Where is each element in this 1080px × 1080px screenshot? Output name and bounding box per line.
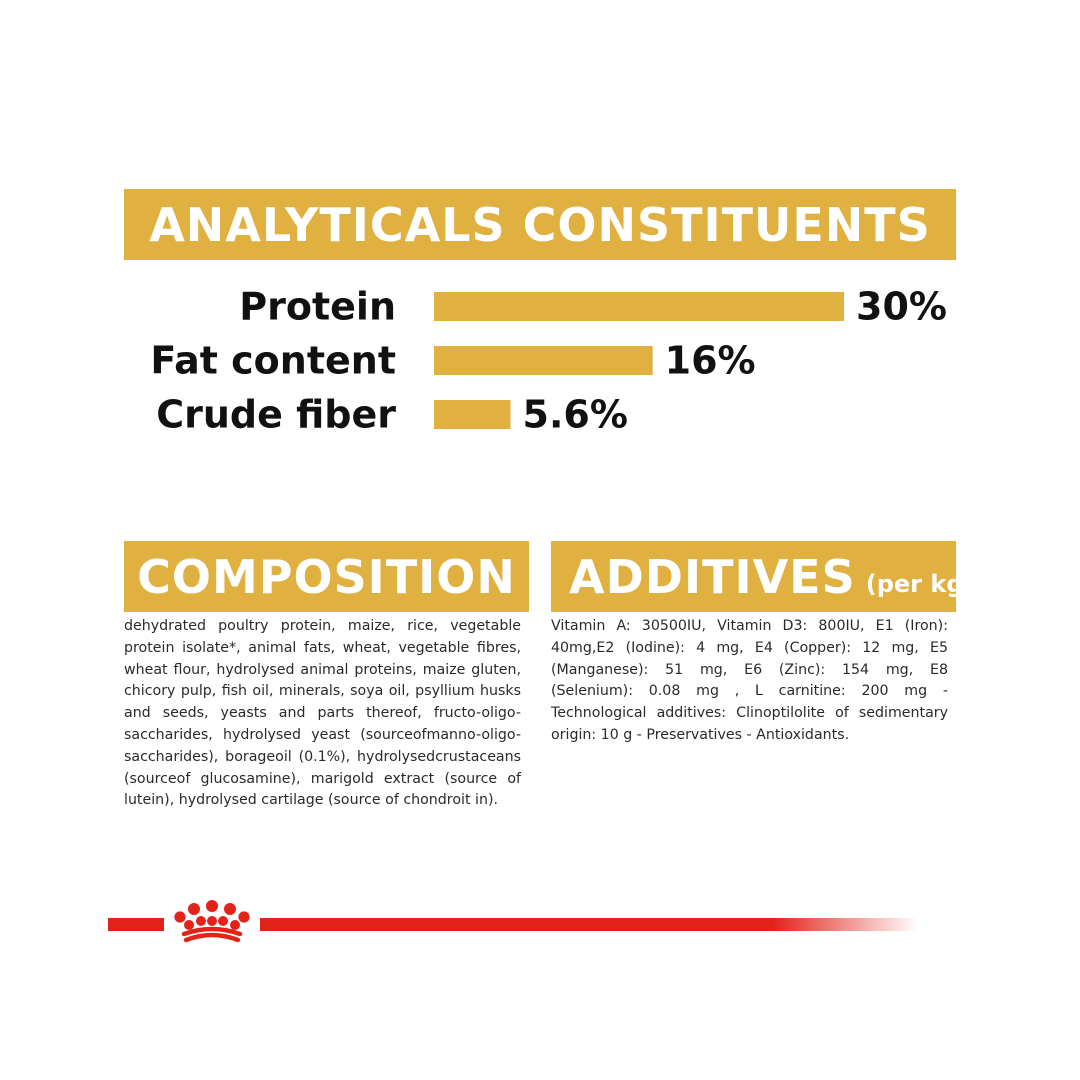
value-label: 16% bbox=[664, 338, 756, 383]
bar bbox=[434, 292, 844, 321]
constituents-chart bbox=[124, 280, 964, 450]
category-label: Protein bbox=[239, 284, 396, 329]
crown-icon bbox=[164, 896, 260, 952]
composition-title: COMPOSITION bbox=[124, 541, 529, 612]
additives-unit-label: (per kg) bbox=[865, 569, 975, 598]
additives-text: Vitamin A: 30500IU, Vitamin D3: 800IU, E1 (Iron): 40mg,E2 (Iodine): 4 mg, E4 (Copper): 12 mg, E5 (Manganese): 51 mg, E6 (Zinc): 154 mg, E8 (Selenium): 0.08 mg , L carnitine: 200 mg - Technological additives: Clinoptilolite of sedimentary origin: 10 g - Preservatives - Antioxidants. bbox=[551, 618, 948, 743]
additives-title-label: ADDITIVES bbox=[569, 549, 856, 604]
category-label: Fat content bbox=[150, 338, 396, 383]
value-label: 5.6% bbox=[522, 392, 628, 437]
value-label: 30% bbox=[856, 284, 947, 329]
category-label: Crude fiber bbox=[156, 392, 396, 437]
bar bbox=[434, 400, 511, 429]
bar bbox=[434, 346, 653, 375]
additives-title bbox=[551, 541, 975, 612]
composition-text: dehydrated poultry protein, maize, rice, vegetable protein isolate*, animal fats, wheat, vegetable fibres, wheat flour, hydrolysed animal proteins, maize gluten, chicory pulp, fish oil, minerals, soya oil, psyllium husks and seeds, yeasts and parts thereof, fructo-oligo-saccharides, hydrolysed yeast (sourceofmanno-oligo-saccharides), borageoil (0.1%), hydrolysedcrustaceans (sourceof glucosamine), marigold extract (source of lutein), hydrolysed cartilage (source of chondroit in). bbox=[124, 618, 521, 809]
analytics-title: ANALYTICALS CONSTITUENTS bbox=[124, 189, 956, 260]
